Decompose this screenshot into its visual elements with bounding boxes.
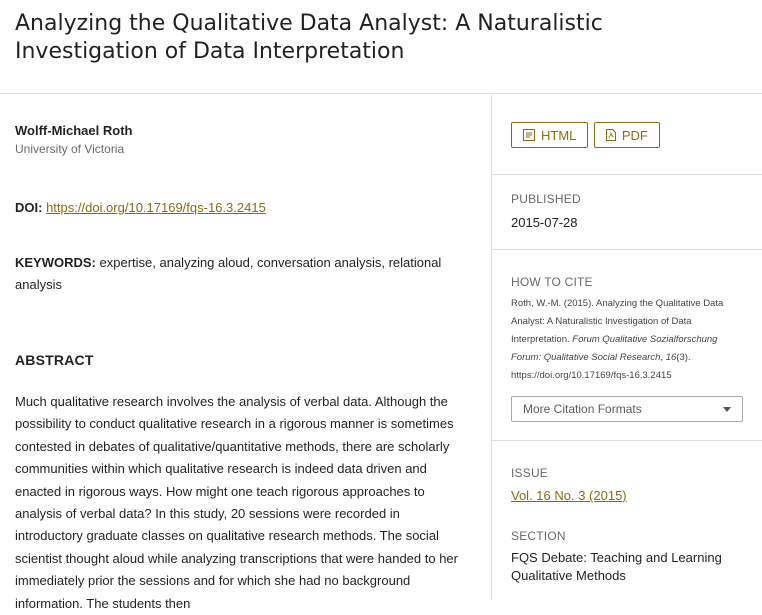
citation-part1: Roth, W.-M. (2015). Analyzing the Qualitative Data Analyst: A Naturalistic Investigation of Data Interpretation. [511,298,724,345]
section-value: FQS Debate: Teaching and Learning Qualitative Methods [511,550,722,583]
page-header [0,0,762,94]
pdf-file-icon [606,129,616,141]
citation-text [511,295,739,385]
keywords-label: KEYWORDS: [15,255,96,270]
issue-block [492,440,762,611]
doi-label: DOI: [15,200,43,215]
file-icon [523,129,535,141]
citation-formats-label: More Citation Formats [523,402,642,416]
chevron-down-icon [723,407,731,412]
how-to-cite-block [492,249,762,441]
galley-links [511,122,661,148]
pdf-galley-button[interactable] [594,122,660,148]
citation-formats-dropdown[interactable] [511,396,743,422]
issue-link[interactable]: Vol. 16 No. 3 (2015) [511,488,627,503]
doi [15,200,266,215]
pdf-galley-label: PDF [621,127,648,143]
issue-label: ISSUE [511,466,549,480]
published-block [492,174,762,250]
published-label: PUBLISHED [511,192,581,206]
doi-link[interactable]: https://doi.org/10.17169/fqs-16.3.2415 [46,200,266,215]
published-date: 2015-07-28 [511,215,578,230]
html-galley-label: HTML [541,127,577,143]
section-label: SECTION [511,529,566,543]
article-sidebar [491,95,762,600]
article-main [0,95,491,611]
abstract-text: Much qualitative research involves the analysis of verbal data. Although the possibility to conduct qualitative research in a rigorous manner is sometimes contested in debates of qualitative/quantitative methods, there are scholarly communities within which qualitative research is indeed data driven and enacted in rigorous ways. How might one teach rigorous approaches to analysis of verbal data? In this study, 20 sessions were recorded in introductory graduate classes on qualitative research methods. The social scientist thought aloud while analyzing transcriptions that were handed to her immediately prior the sessions and for which she had no background information. The students then [15,394,458,611]
keywords [15,252,455,296]
abstract-heading: ABSTRACT [15,352,94,368]
citation-volume: 16 [665,352,677,363]
html-galley-button[interactable] [511,122,588,148]
page-title: Analyzing the Qualitative Data Analyst: A Naturalistic Investigation of Data Interpretation [15,11,603,64]
citation-journal: Forum Qualitative Sozialforschung Forum: Qualitative Social Research [511,334,718,363]
citation-part2: (3). https://doi.org/10.17169/fqs-16.3.2415 [511,352,691,381]
keywords-value: expertise, analyzing aloud, conversation analysis, relational analysis [15,255,442,292]
how-to-cite-label: HOW TO CITE [511,275,593,289]
author-name: Wolff-Michael Roth [15,123,133,138]
citation-sep: , [660,352,666,363]
author-affiliation: University of Victoria [15,142,125,156]
